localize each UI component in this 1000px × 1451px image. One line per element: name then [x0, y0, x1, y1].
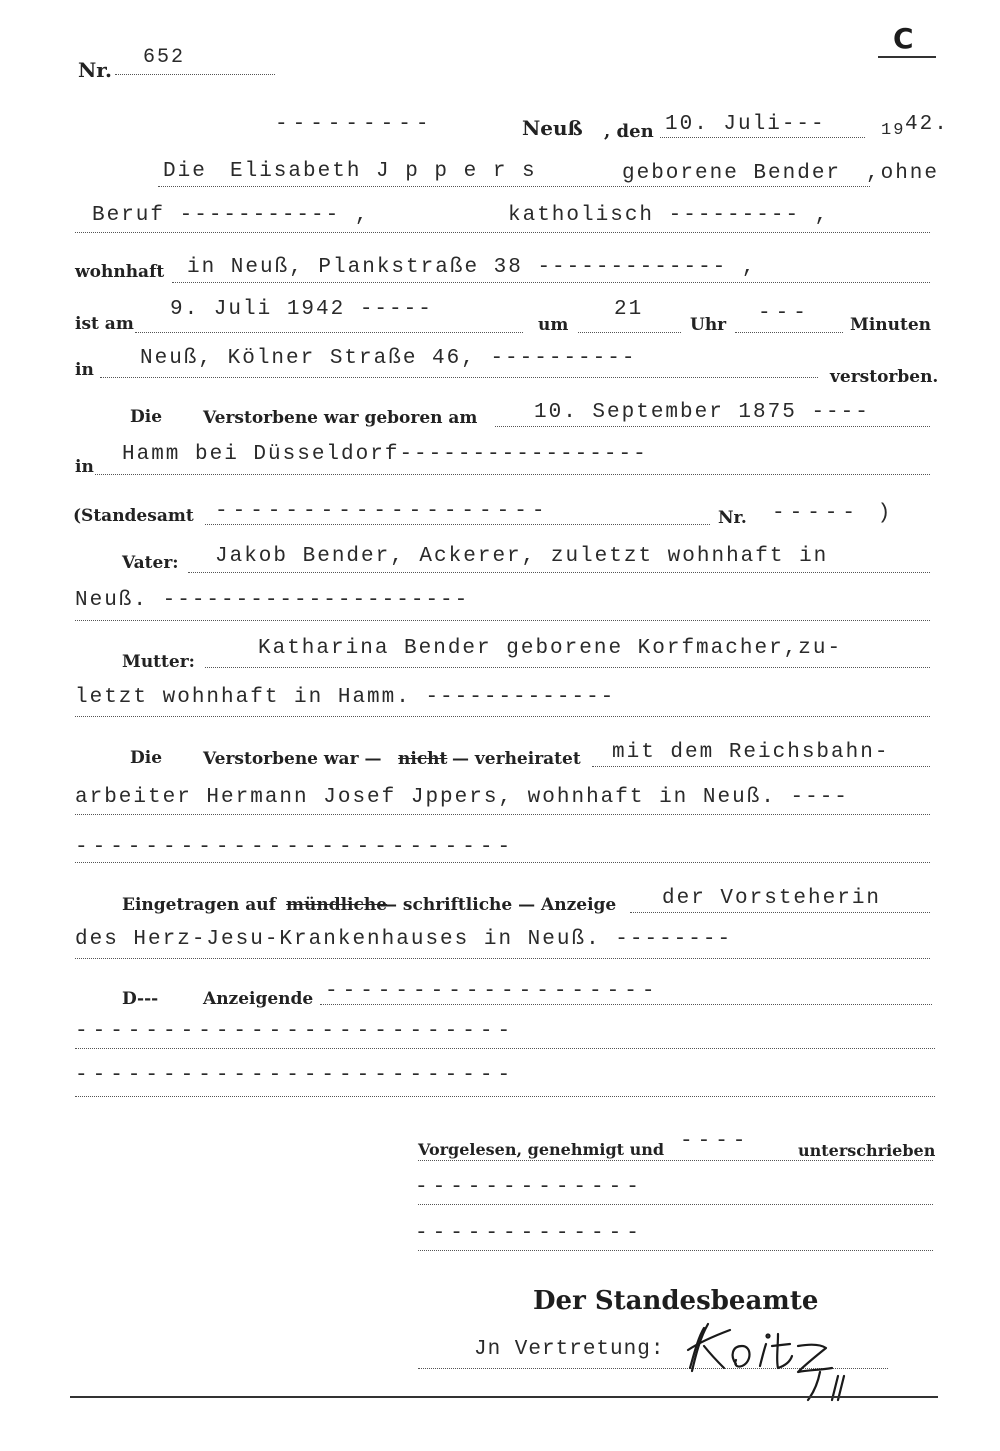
nr-rule: [115, 74, 275, 75]
l11-rule: [75, 620, 930, 621]
register-number: 652: [143, 46, 186, 69]
unterschrieben-label: unterschrieben: [798, 1141, 936, 1160]
registrar-title: Der Standesbeamte: [533, 1286, 819, 1316]
f-rule-1: [418, 1160, 933, 1161]
minuten-label: Minuten: [850, 315, 932, 335]
registration-year: 42.: [905, 113, 949, 136]
letter-underline: [878, 56, 936, 58]
spouse-cont: arbeiter Hermann Josef Jppers, wohnhaft in Neuß. ----: [75, 786, 849, 809]
blank-line-1: -------------------------: [75, 1020, 516, 1043]
registry-office: -------------------: [215, 500, 550, 523]
registry-office-label: (Standesamt: [73, 506, 194, 526]
l6-rule: [100, 377, 818, 378]
uhr-label: Uhr: [690, 315, 727, 335]
year-prefix: 19: [881, 121, 906, 140]
bottom-rule: [70, 1396, 938, 1398]
father: Jakob Bender, Ackerer, zuletzt wohnhaft in: [215, 545, 829, 568]
footer-blank-1: -------------: [415, 1176, 644, 1199]
l4-rule: [172, 282, 930, 283]
l20-rule: [75, 1048, 935, 1049]
mother: Katharina Bender geborene Korfmacher,zu-: [258, 637, 843, 660]
l13-rule: [75, 716, 930, 717]
registry-nr: ----- ): [772, 502, 896, 525]
l1-dashes: ---------: [275, 113, 434, 136]
verheiratet-label: — verheiratet: [452, 749, 581, 769]
l19-rule: [320, 1004, 932, 1005]
f-rule-3: [418, 1250, 933, 1251]
death-hour: 21: [614, 298, 644, 321]
l18-rule: [75, 958, 930, 959]
l10-rule: [188, 572, 930, 573]
l5-rule-a: [135, 332, 523, 333]
l21-rule: [75, 1096, 935, 1097]
place-of-registration: Neuß: [522, 116, 583, 140]
l15-rule: [75, 814, 930, 815]
mother-label: Mutter:: [122, 652, 195, 672]
residence-label: wohnhaft: [75, 262, 165, 282]
die-label: Die: [163, 160, 207, 183]
anzeige-label: — schriftliche — Anzeige: [380, 895, 617, 915]
l7-rule: [495, 426, 930, 427]
death-place-label: in: [75, 360, 94, 380]
anzeigende-label: Anzeigende: [203, 989, 314, 1009]
die-label-4: D---: [122, 989, 159, 1009]
l9-rule: [205, 524, 710, 525]
l5-rule-c: [735, 332, 843, 333]
death-minutes: ---: [758, 302, 811, 325]
birth-place: Hamm bei Düsseldorf-----------------: [122, 443, 648, 466]
l5-rule-b: [578, 332, 681, 333]
deputy-label: Jn Vertretung:: [474, 1338, 665, 1361]
registration-date: 10. Juli---: [665, 113, 826, 136]
nr-label: Nr.: [78, 58, 112, 82]
l3-rule: [75, 232, 930, 233]
death-date-label: ist am: [75, 314, 134, 334]
footer-blank-2: -------------: [415, 1222, 644, 1245]
verstorben-label: verstorben.: [830, 367, 939, 387]
registered-label: Eingetragen auf: [122, 895, 276, 915]
spouse: mit dem Reichsbahn-: [612, 741, 890, 764]
den-label: , den: [604, 121, 654, 142]
informant: der Vorsteherin: [662, 887, 882, 910]
spouse-blank: -------------------------: [75, 836, 516, 859]
birth-date: 10. September 1875 ----: [534, 401, 870, 424]
l17-rule: [630, 912, 930, 913]
death-date: 9. Juli 1942 -----: [170, 298, 433, 321]
death-place: Neuß, Kölner Straße 46, ----------: [140, 347, 637, 370]
l8-rule: [95, 474, 930, 475]
occupation-prefix: ,ohne: [866, 162, 940, 185]
vorgelesen-blank: ----: [680, 1130, 751, 1153]
die-label-2: Die: [130, 407, 163, 427]
die-label-3: Die: [130, 748, 163, 768]
um-label: um: [538, 315, 569, 335]
occupation: Beruf ----------- ,: [92, 204, 370, 227]
birth-place-label: in: [75, 457, 94, 477]
f-rule-2: [418, 1204, 933, 1205]
father-cont: Neuß. ---------------------: [75, 589, 470, 612]
anzeigende-blank: -------------------: [325, 980, 660, 1003]
registry-nr-label: Nr.: [718, 508, 747, 528]
mother-cont: letzt wohnhaft in Hamm. -------------: [75, 686, 616, 709]
marital-nicht: nicht: [398, 749, 448, 769]
form-letter: C: [893, 22, 914, 55]
birth-date-label: Verstorbene war geboren am: [203, 408, 478, 428]
marital-label: Verstorbene war —: [203, 749, 382, 769]
deceased-name: Elisabeth J p p e r s: [230, 160, 537, 183]
signature-handwritten: [680, 1316, 860, 1406]
informant-cont: des Herz-Jesu-Krankenhauses in Neuß. --------: [75, 928, 733, 951]
l14-rule: [592, 766, 930, 767]
blank-line-2: -------------------------: [75, 1064, 516, 1087]
l1-rule: [660, 137, 865, 138]
religion: katholisch --------- ,: [508, 204, 830, 227]
vorgelesen-label: Vorgelesen, genehmigt und: [418, 1140, 665, 1159]
father-label: Vater:: [122, 553, 179, 573]
muendliche: mündliche: [286, 895, 388, 915]
l12-rule: [205, 667, 930, 668]
l16-rule: [75, 862, 930, 863]
l2-rule: [158, 186, 870, 187]
deceased-maiden-name: geborene Bender: [622, 162, 842, 185]
residence-address: in Neuß, Plankstraße 38 ------------- ,: [187, 256, 757, 279]
